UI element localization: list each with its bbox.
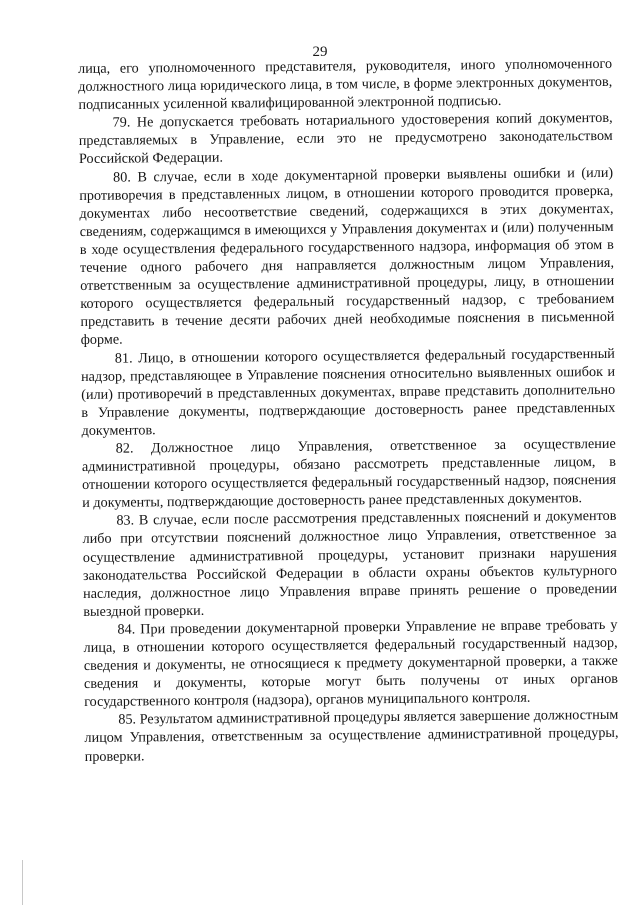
paragraph-80: 80. В случае, если в ходе документарной проверки выявлены ошибки и (или) противоречия в представленных лицом, в отношении которого проводится проверка, документах либо несоответствие сведений, содержащихся в этих документах, сведениям, содержащимся в имеющихся у Управления документах и (или) полученным в ходе осуществления федерального государственного надзора, информация об этом в течение одного рабочего дня направляется должностным лицом Управления, ответственным за осуществление административной процедуры, лицу, в отношении которого осуществляется федеральный государственный надзор, с требованием представить в течение десяти рабочих дней необходимые пояснения в письменной форме. (79, 164, 615, 349)
paragraph-85: 85. Результатом административной процедуры является завершение должностным лицом Управления, ответственным за осуществление административной процедуры, проверки. (84, 707, 619, 765)
paragraph-83: 83. В случае, если после рассмотрения представленных пояснений и документов либо при отсутствии пояснений должностное лицо Управления, ответственное за осуществление административной процедуры, установит признаки нарушения законодательства Российской Федерации в области охраны объектов культурного наследия, должностное лицо Управления вправе принять решение о проведении выездной проверки. (82, 508, 618, 620)
paragraph-82: 82. Должностное лицо Управления, ответственное за осуществление административной процедуры, обязано рассмотреть представленные лицом, в отношении которого осуществляется федеральный государственный надзор, пояснения и документы, подтверждающие достоверность ранее представленных документов. (81, 435, 617, 512)
document-body (78, 55, 619, 766)
page-number: 29 (312, 44, 328, 60)
scan-margin-line (22, 860, 23, 905)
paragraph-81: 81. Лицо, в отношении которого осуществляется федеральный государственный надзор, представляющее в Управление пояснения относительно выявленных ошибок и (или) противоречий в представленных документах, вправе представить дополнительно в Управление документы, подтверждающие достоверность ранее представленных документов. (80, 345, 616, 439)
paragraph-84: 84. При проведении документарной проверки Управление не вправе требовать у лица, в отношении которого осуществляется федеральный государственный надзор, сведения и документы, не относящиеся к предмету документарной проверки, а также сведения и документы, которые могут быть получены от иных органов государственного контроля (надзора), органов муниципального контроля. (83, 616, 619, 711)
paragraph-79: 79. Не допускается требовать нотариального удостоверения копий документов, представляемых в Управление, если это не предусмотрено законодательством Российской Федерации. (78, 110, 613, 168)
paragraph-continuation: лица, его уполномоченного представителя, руководителя, иного уполномоченного должностного лица юридического лица, в том числе, в форме электронных документов, подписанных усиленной квалифицированной электронной подписью. (78, 55, 613, 114)
